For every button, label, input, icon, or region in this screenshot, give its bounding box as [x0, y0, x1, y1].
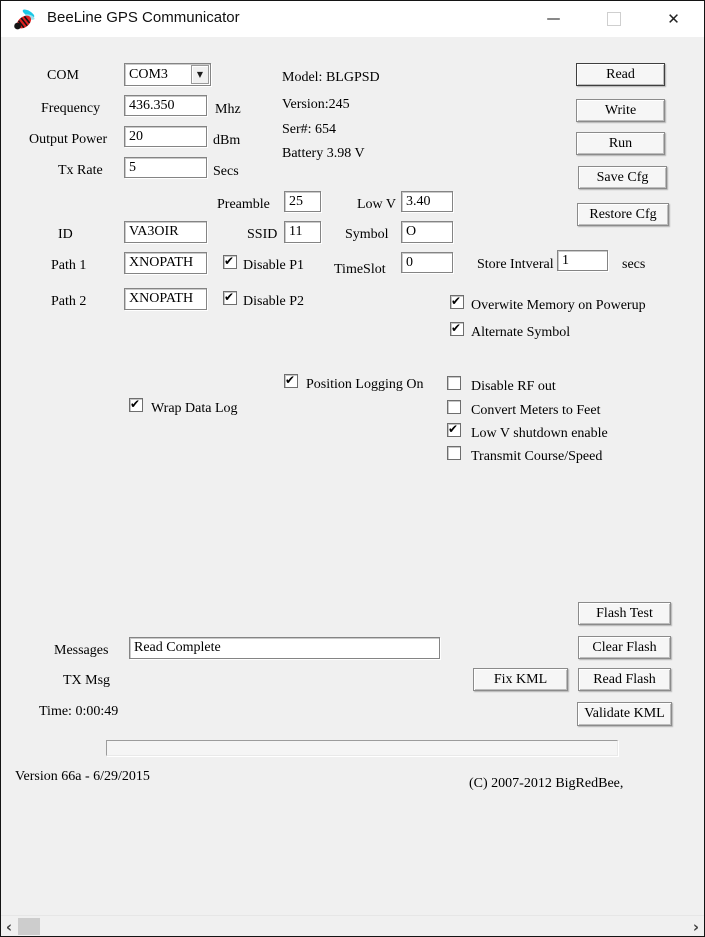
preamble-value: 25: [289, 194, 303, 209]
path2-label: Path 2: [51, 294, 87, 309]
read-flash-button[interactable]: Read Flash: [578, 668, 671, 691]
horizontal-scrollbar[interactable]: [1, 915, 704, 936]
alternate-symbol-label: Alternate Symbol: [471, 325, 571, 340]
disable-p2-checkbox[interactable]: [223, 291, 237, 305]
timeslot-input[interactable]: [401, 252, 453, 273]
chevron-down-icon[interactable]: ▼: [191, 65, 209, 84]
messages-input[interactable]: [129, 637, 440, 659]
frequency-label: Frequency: [41, 101, 101, 116]
alternate-symbol-checkbox[interactable]: [450, 322, 464, 336]
com-port-value: COM3: [129, 67, 168, 82]
disable-p2-label: Disable P2: [243, 294, 305, 309]
messages-label: Messages: [54, 643, 109, 658]
read-button[interactable]: Read: [576, 63, 665, 86]
low-v-shutdown-checkbox[interactable]: [447, 423, 461, 437]
transmit-course-checkbox[interactable]: [447, 446, 461, 460]
titlebar: [1, 1, 704, 37]
low-v-value: 3.40: [406, 194, 431, 209]
tx-rate-value: 5: [129, 160, 136, 175]
low-v-label: Low V: [357, 197, 397, 212]
transmit-course-label: Transmit Course/Speed: [471, 449, 603, 464]
ssid-label: SSID: [247, 227, 278, 242]
progress-bar: [106, 740, 618, 756]
maximize-icon: [607, 12, 621, 26]
path2-input[interactable]: [124, 288, 207, 310]
ssid-input[interactable]: [284, 221, 321, 243]
restore-cfg-button[interactable]: Restore Cfg: [577, 203, 669, 226]
clear-flash-button[interactable]: Clear Flash: [578, 636, 671, 659]
tx-rate-unit: Secs: [213, 164, 239, 179]
device-serial: Ser#: 654: [282, 122, 337, 137]
ssid-value: 11: [289, 224, 303, 239]
run-button[interactable]: Run: [576, 132, 665, 155]
output-power-input[interactable]: [124, 126, 207, 147]
position-logging-label: Position Logging On: [306, 377, 424, 392]
overwrite-memory-checkbox[interactable]: [450, 295, 464, 309]
minimize-button[interactable]: [531, 1, 576, 37]
preamble-input[interactable]: [284, 191, 321, 212]
low-v-shutdown-label: Low V shutdown enable: [471, 426, 608, 441]
path1-value: XNOPATH: [129, 255, 194, 270]
output-power-label: Output Power: [29, 132, 108, 147]
frequency-unit: Mhz: [215, 102, 241, 117]
path1-input[interactable]: [124, 252, 207, 274]
scrollbar-thumb[interactable]: [18, 918, 40, 935]
frequency-value: 436.350: [129, 98, 175, 113]
com-port-select[interactable]: [124, 63, 211, 86]
window-title: BeeLine GPS Communicator: [47, 9, 240, 26]
messages-value: Read Complete: [134, 640, 221, 655]
app-version: Version 66a - 6/29/2015: [15, 769, 150, 784]
disable-rf-out-label: Disable RF out: [471, 379, 556, 394]
tx-rate-label: Tx Rate: [58, 163, 103, 178]
elapsed-time: Time: 0:00:49: [39, 704, 119, 719]
timeslot-value: 0: [406, 255, 413, 270]
output-power-unit: dBm: [213, 133, 241, 148]
scroll-right-icon[interactable]: ›: [692, 917, 700, 936]
store-interval-label: Store Intveral: [477, 257, 554, 272]
frequency-input[interactable]: [124, 95, 207, 116]
overwrite-memory-label: Overwite Memory on Powerup: [471, 298, 646, 313]
close-button[interactable]: [651, 1, 696, 37]
path1-label: Path 1: [51, 258, 87, 273]
scroll-left-icon[interactable]: ‹: [5, 917, 13, 936]
close-icon: ✕: [667, 10, 680, 28]
symbol-label: Symbol: [345, 227, 389, 242]
com-label: COM: [47, 68, 79, 83]
id-label: ID: [58, 227, 73, 242]
wrap-data-log-checkbox[interactable]: [129, 398, 143, 412]
wrap-data-log-label: Wrap Data Log: [151, 401, 238, 416]
store-interval-value: 1: [562, 253, 569, 268]
id-input[interactable]: [124, 221, 207, 243]
timeslot-label: TimeSlot: [334, 262, 386, 277]
low-v-input[interactable]: [401, 191, 453, 212]
symbol-input[interactable]: [401, 221, 453, 243]
save-cfg-button[interactable]: Save Cfg: [578, 166, 667, 189]
device-model: Model: BLGPSD: [282, 70, 380, 85]
output-power-value: 20: [129, 129, 143, 144]
copyright: (C) 2007-2012 BigRedBee,: [469, 776, 624, 791]
device-version: Version:245: [282, 97, 350, 112]
disable-rf-out-checkbox[interactable]: [447, 376, 461, 390]
store-interval-input[interactable]: [557, 250, 608, 271]
write-button[interactable]: Write: [576, 99, 665, 122]
flash-test-button[interactable]: Flash Test: [578, 602, 671, 625]
preamble-label: Preamble: [217, 197, 270, 212]
tx-msg-label: TX Msg: [63, 673, 111, 688]
path2-value: XNOPATH: [129, 291, 194, 306]
symbol-value: O: [406, 224, 417, 239]
disable-p1-checkbox[interactable]: [223, 255, 237, 269]
bee-app-icon: [13, 7, 37, 31]
id-value: VA3OIR: [129, 224, 179, 239]
tx-rate-input[interactable]: [124, 157, 207, 178]
convert-meters-label: Convert Meters to Feet: [471, 403, 601, 418]
validate-kml-button[interactable]: Validate KML: [577, 702, 672, 726]
minimize-icon: —: [546, 11, 561, 27]
convert-meters-checkbox[interactable]: [447, 400, 461, 414]
disable-p1-label: Disable P1: [243, 258, 305, 273]
store-interval-unit: secs: [622, 257, 646, 272]
device-battery: Battery 3.98 V: [282, 146, 365, 161]
maximize-button[interactable]: [591, 1, 636, 37]
position-logging-checkbox[interactable]: [284, 374, 298, 388]
fix-kml-button[interactable]: Fix KML: [473, 668, 568, 691]
